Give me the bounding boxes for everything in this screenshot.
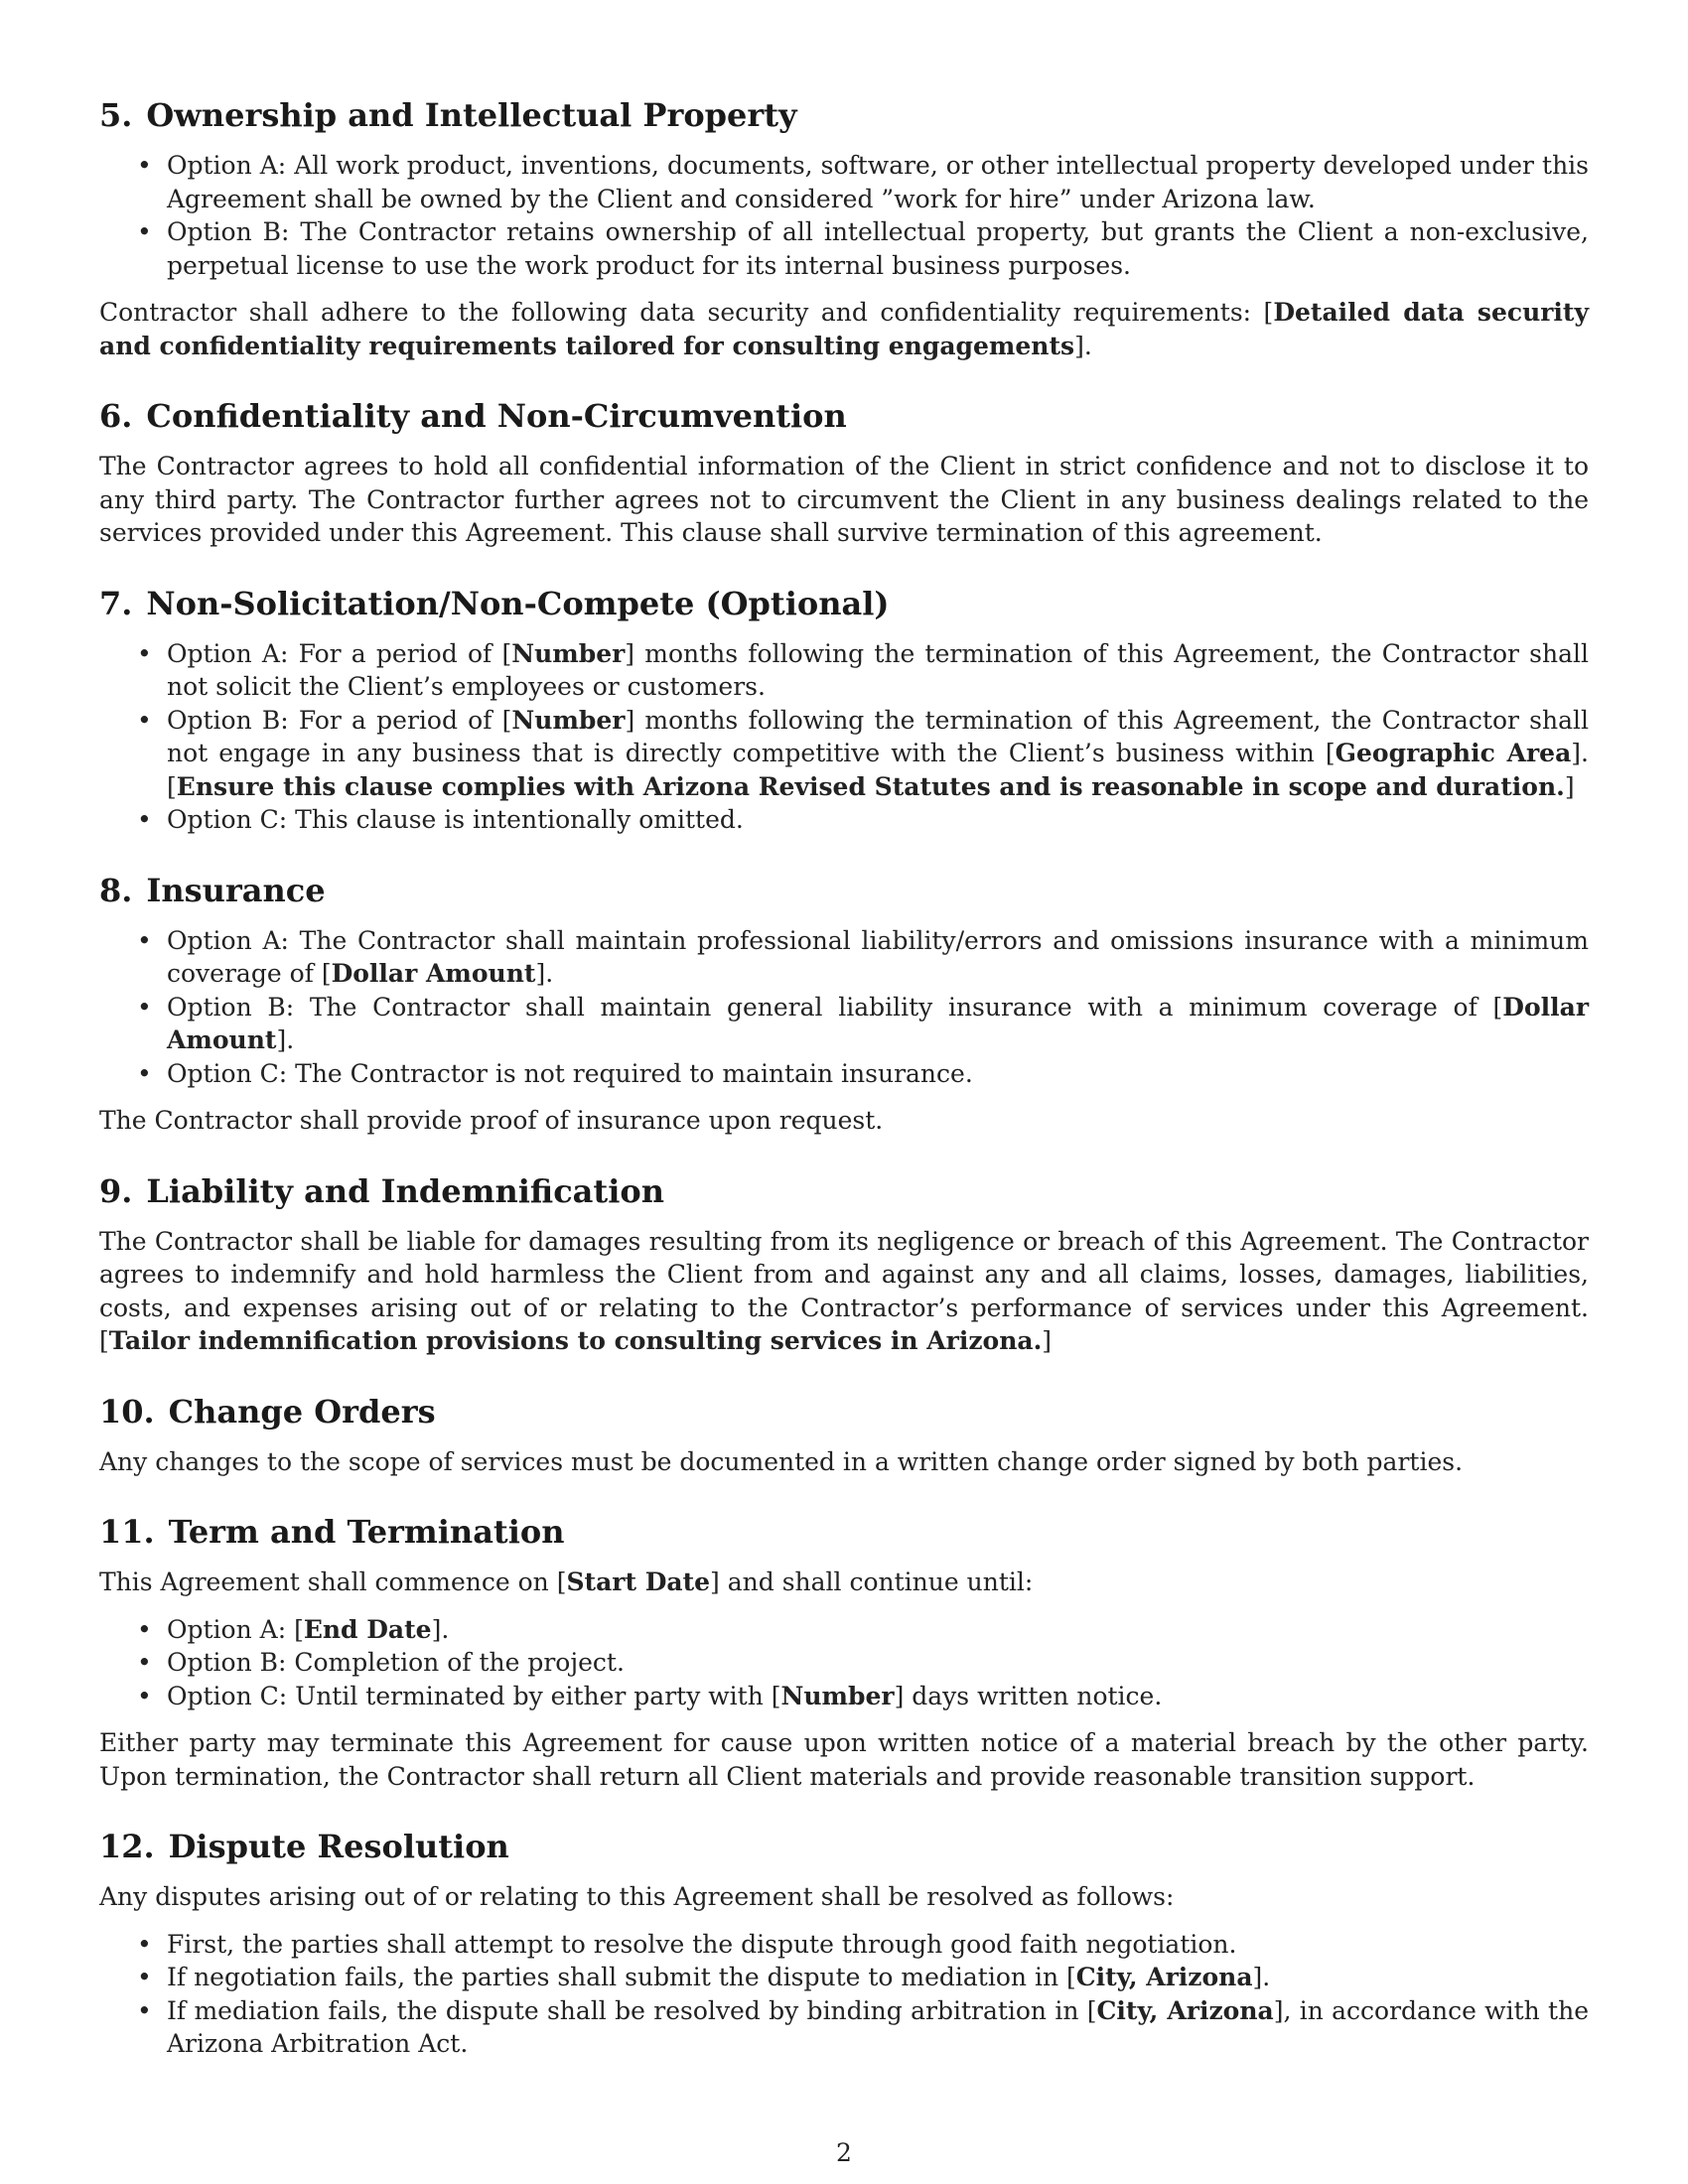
document-page xyxy=(99,95,1589,2095)
paragraph: The Contractor shall be liable for damages resulting from its negligence or breach of this Agreement. The Contractor agrees to indemnify and hold harmless the Client from and against any and all claims, losses, damages, liabilities, costs, and expenses arising out of or relating to the Contractor’s performance of services under this Agreement. [Tailor indemnification provisions to consulting services in Arizona.] xyxy=(99,1226,1589,1355)
options-list xyxy=(99,149,1589,282)
bullet-icon: • xyxy=(137,217,152,246)
bullet-icon: • xyxy=(137,1681,152,1710)
section-heading: 9. Liability and Indemnification xyxy=(99,1171,664,1210)
options-list xyxy=(99,637,1589,837)
list-item: • If negotiation fails, the parties shall submit the dispute to mediation in [City, Arizona]. xyxy=(167,1961,1589,1994)
list-item: • First, the parties shall attempt to resolve the dispute through good faith negotiation. xyxy=(167,1928,1589,1962)
list-item: • Option C: This clause is intentionally omitted. xyxy=(167,803,1589,837)
paragraph: Any changes to the scope of services must be documented in a written change order signed by both parties. xyxy=(99,1446,1464,1476)
section-liability xyxy=(99,1171,1589,1358)
list-item: • Option A: For a period of [Number] months following the termination of this Agreement, the Contractor shall not solicit the Client’s employees or customers. xyxy=(137,638,1590,701)
section-heading: 7. Non-Solicitation/Non-Compete (Optional) xyxy=(99,584,890,622)
section-heading: 10. Change Orders xyxy=(99,1392,436,1431)
section-non-solicitation xyxy=(99,584,1589,837)
list-item: • Option A: All work product, inventions, documents, software, or other intellectual property developed under this Agreement shall be owned by the Client and considered ”work for hire” under Arizona law. xyxy=(137,151,1589,213)
bullet-icon: • xyxy=(137,992,152,1022)
section-heading: 11. Term and Termination xyxy=(99,1513,565,1551)
page-number: 2 xyxy=(836,2138,852,2167)
section-confidentiality xyxy=(99,396,1589,550)
section-heading: 5. Ownership and Intellectual Property xyxy=(99,96,797,134)
bullet-icon: • xyxy=(137,1648,152,1677)
bullet-icon: • xyxy=(137,1995,152,2025)
list-item: • Option C: Until terminated by either party with [Number] days written notice. xyxy=(167,1680,1589,1713)
list-item: • Option B: For a period of [Number] months following the termination of this Agreement, the Contractor shall not engage in any business that is directly competitive with the Client’s business within [Geographic Area]. [Ensure this clause complies with Arizona Revised Statutes and is reasonable in scope and duration.] xyxy=(137,705,1589,801)
section-term-termination xyxy=(99,1512,1589,1793)
paragraph: The Contractor shall provide proof of insurance upon request. xyxy=(99,1106,884,1135)
section-change-orders xyxy=(99,1392,1589,1479)
paragraph: Contractor shall adhere to the following data security and confidentiality requirements: [Detailed data security and confidentiality requirements tailored for consulting engagements]. xyxy=(99,298,1589,360)
list-item: • Option A: [End Date]. xyxy=(167,1613,1589,1647)
section-heading: 8. Insurance xyxy=(99,871,326,909)
options-list xyxy=(99,1928,1589,2061)
bullet-icon: • xyxy=(137,638,152,668)
section-ownership-ip xyxy=(99,95,1589,362)
section-heading: 6. Confidentiality and Non-Circumvention xyxy=(99,397,847,435)
list-item: • Option C: The Contractor is not required to maintain insurance. xyxy=(167,1057,1589,1091)
section-insurance xyxy=(99,871,1589,1138)
bullet-icon: • xyxy=(137,1963,152,1991)
bullet-icon: • xyxy=(137,805,152,834)
options-list xyxy=(99,1613,1589,1713)
bullet-icon: • xyxy=(137,925,152,955)
bullet-icon: • xyxy=(137,1614,152,1644)
paragraph: This Agreement shall commence on [Start Date] and shall continue until: xyxy=(99,1568,1034,1596)
paragraph: Either party may terminate this Agreement for cause upon written notice of a material breach by the other party. Upon termination, the Contractor shall return all Client materials and provide reasonable transition support. xyxy=(99,1728,1589,1791)
bullet-icon: • xyxy=(137,1929,152,1959)
paragraph: The Contractor agrees to hold all confidential information of the Client in strict confidence and not to disclose it to any third party. The Contractor further agrees not to circumvent the Client in any business dealings related to the services provided under this Agreement. This clause shall survive termination of this agreement. xyxy=(99,452,1589,547)
list-item: • Option B: Completion of the project. xyxy=(167,1646,1589,1680)
list-item: • Option A: The Contractor shall maintain professional liability/errors and omissions insurance with a minimum coverage of [Dollar Amount]. xyxy=(137,925,1589,988)
list-item: • If mediation fails, the dispute shall be resolved by binding arbitration in [City, Arizona], in accordance with the Arizona Arbitration Act. xyxy=(137,1995,1589,2058)
list-item: • Option B: The Contractor retains ownership of all intellectual property, but grants the Client a non-exclusive, perpetual license to use the work product for its internal business purposes. xyxy=(137,217,1589,280)
paragraph: Any disputes arising out of or relating to this Agreement shall be resolved as follows: xyxy=(99,1882,1175,1911)
section-heading: 12. Dispute Resolution xyxy=(99,1828,509,1865)
bullet-icon: • xyxy=(137,151,152,180)
section-dispute-resolution xyxy=(99,1827,1589,2061)
bullet-icon: • xyxy=(137,705,152,735)
list-item: • Option B: The Contractor shall maintain general liability insurance with a minimum coverage of [Dollar Amount]. xyxy=(137,992,1589,1054)
bullet-icon: • xyxy=(137,1058,152,1088)
options-list xyxy=(99,924,1589,1091)
